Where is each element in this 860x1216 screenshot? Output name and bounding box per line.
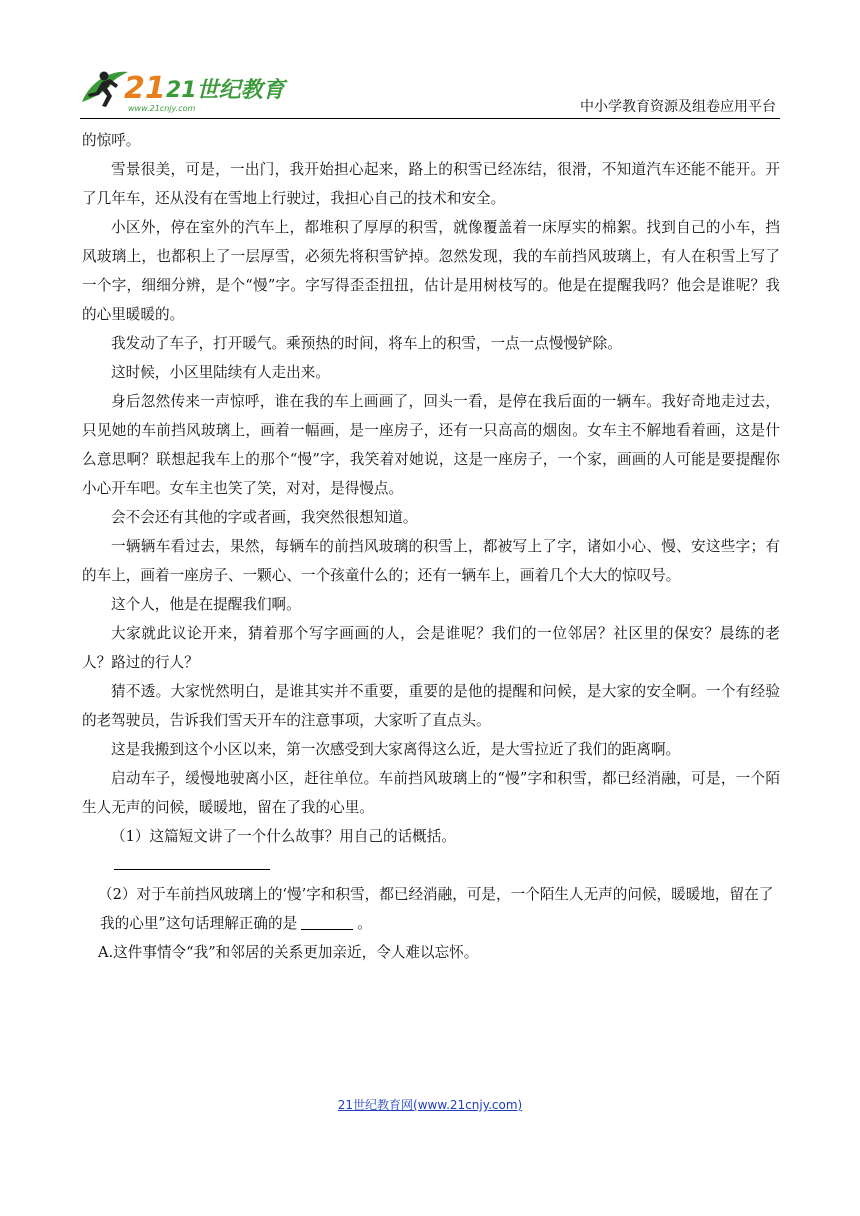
- paragraph: 的惊呼。: [82, 132, 141, 149]
- paragraph: 启动车子，缓慢地驶离小区，赶往单位。车前挡风玻璃上的“慢”字和积雪，都已经消融，可是，一个陌生人无声的问候，暖暖地，留在了我的心里。: [82, 770, 780, 816]
- svg-text:www.21cnjy.com: www.21cnjy.com: [128, 104, 196, 113]
- question-1: （1）这篇短文讲了一个什么故事？用自己的话概括。: [111, 828, 456, 845]
- logo: [80, 62, 285, 114]
- answer-blank-1[interactable]: [114, 851, 270, 870]
- paragraph: 这时候，小区里陆续有人走出来。: [111, 364, 330, 381]
- paragraph: 雪景很美，可是，一出门，我开始担心起来，路上的积雪已经冻结，很滑，不知道汽车还能不能开。开了几年车，还从没有在雪地上行驶过，我担心自己的技术和安全。: [82, 161, 780, 207]
- paragraph: 我发动了车子，打开暖气。乘预热的时间，将车上的积雪，一点一点慢慢铲除。: [111, 335, 622, 352]
- page-footer: [0, 1096, 860, 1113]
- paragraph: 这个人，他是在提醒我们啊。: [111, 596, 301, 613]
- paragraph: 身后忽然传来一声惊呼，谁在我的车上画画了，回头一看，是停在我后面的一辆车。我好奇地走过去，只见她的车前挡风玻璃上，画着一幅画，是一座房子，还有一只高高的烟囱。女车主不解地看着画，这是什么意思啊？联想起我车上的那个“慢”字，我笑着对她说，这是一座房子，一个家，画画的人可能是要提醒你小心开车吧。女车主也笑了笑，对对，是得慢点。: [82, 393, 780, 497]
- footer-link[interactable]: 21世纪教育网(www.21cnjy.com): [337, 1098, 523, 1112]
- paragraph: 会不会还有其他的字或者画，我突然很想知道。: [111, 509, 418, 526]
- question-2-end: 。: [357, 915, 372, 932]
- question-2: [82, 880, 780, 938]
- paragraph: 大家就此议论开来，猜着那个写字画画的人，会是谁呢？我们的一位邻居？社区里的保安？晨练的老人？路过的行人？: [82, 625, 780, 671]
- svg-text:21: 21: [124, 71, 166, 106]
- paragraph: 小区外，停在室外的汽车上，都堆积了厚厚的积雪，就像覆盖着一床厚实的棉絮。找到自己的小车，挡风玻璃上，也都积上了一层厚雪，必须先将积雪铲掉。忽然发现，我的车前挡风玻璃上，有人在积雪上写了一个字，细细分辨，是个“慢”字。字写得歪歪扭扭，估计是用树枝写的。他是在提醒我吗？他会是谁呢？我的心里暖暖的。: [82, 219, 780, 323]
- svg-text:21世纪教育: 21世纪教育: [166, 78, 285, 103]
- question-2-text: （2）对于车前挡风玻璃上的‘慢’字和积雪，都已经消融，可是，一个陌生人无声的问候，暖暖地，留在了我的心里”这句话理解正确的是: [98, 886, 774, 932]
- platform-title: 中小学教育资源及组卷应用平台: [580, 99, 776, 115]
- paragraph: 一辆辆车看过去，果然，每辆车的前挡风玻璃的积雪上，都被写上了字，诸如小心、慢、安这些字；有的车上，画着一座房子、一颗心、一个孩童什么的；还有一辆车上，画着几个大大的惊叹号。: [82, 538, 780, 584]
- page-header: [80, 62, 780, 118]
- paragraph: 这是我搬到这个小区以来，第一次感受到大家离得这么近，是大雪拉近了我们的距离啊。: [111, 741, 681, 758]
- runner-logo-icon: [80, 62, 285, 114]
- article-body: [82, 126, 780, 967]
- paragraph: 猜不透。大家恍然明白，是谁其实并不重要，重要的是他的提醒和问候，是大家的安全啊。一个有经验的老驾驶员，告诉我们雪天开车的注意事项，大家听了直点头。: [82, 683, 780, 729]
- answer-blank-2[interactable]: [301, 915, 353, 930]
- header-rule: [80, 118, 780, 119]
- option-a: A.这件事情令“我”和邻居的关系更加亲近，令人难以忘怀。: [98, 944, 479, 961]
